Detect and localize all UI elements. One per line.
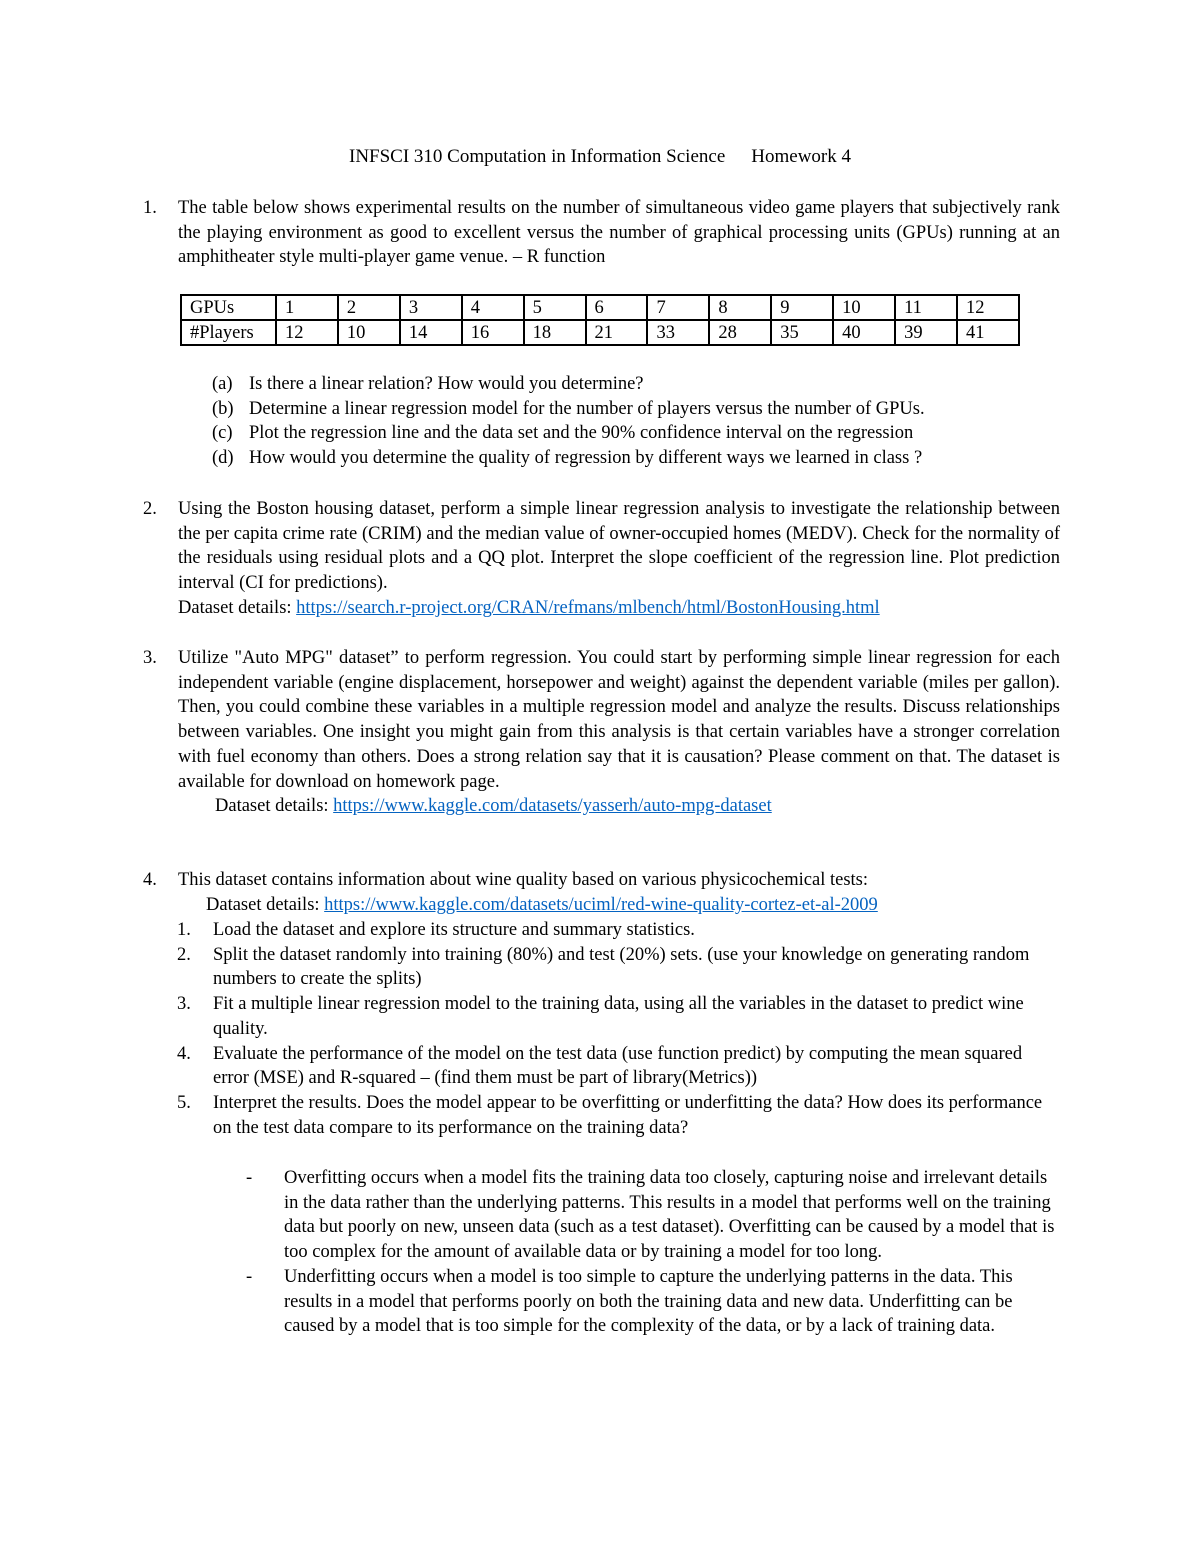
list-text: Underfitting occurs when a model is too simple to capture the underlying patterns in the data. This results in a model that performs poorly on both the training data and new data. Underfitting can be caused by a model that is too simple for the complexity of the data, or by a lack of training data. <box>284 1266 1013 1337</box>
list-text: Overfitting occurs when a model fits the training data too closely, capturing noise and irrelevant details in the data rather than the underlying patterns. This results in a model that performs well on the training data but poorly on new, unseen data (such as a test dataset). Overfitting can be caused by a model that is too complex for the amount of available data or by training a model for too long. <box>284 1168 1055 1263</box>
question-4 <box>143 868 1060 917</box>
table-cell: 16 <box>462 320 524 345</box>
list-item <box>212 446 1072 471</box>
bullet-dash: - <box>246 1266 253 1287</box>
course-title: INFSCI 310 Computation in Information Science <box>349 146 726 167</box>
table-cell: 2 <box>338 295 400 320</box>
auto-mpg-link[interactable]: https://www.kaggle.com/datasets/yasserh/auto-mpg-dataset <box>333 796 772 817</box>
table-cell: 33 <box>647 320 709 345</box>
dataset-details <box>178 794 1060 819</box>
dataset-label: Dataset details: <box>215 796 334 817</box>
table-cell: 18 <box>524 320 586 345</box>
page-title <box>0 145 1200 170</box>
table-cell: 39 <box>895 320 957 345</box>
list-text: How would you determine the quality of regression by different ways we learned in class ? <box>249 448 923 469</box>
question-4-steps <box>177 918 1057 1140</box>
list-item <box>177 1042 1057 1091</box>
question-number: 2. <box>143 499 157 519</box>
dataset-details <box>178 893 1060 918</box>
table-cell: 11 <box>895 295 957 320</box>
wine-quality-link[interactable]: https://www.kaggle.com/datasets/uciml/red-wine-quality-cortez-et-al-2009 <box>324 894 878 915</box>
table-row-header: #Players <box>181 320 276 345</box>
list-item <box>212 421 1072 446</box>
boston-housing-link[interactable]: https://search.r-project.org/CRAN/refmans/mlbench/html/BostonHousing.html <box>296 597 880 618</box>
list-item <box>246 1166 1061 1265</box>
question-2 <box>143 497 1060 621</box>
table-cell: 8 <box>709 295 771 320</box>
gpu-players-table <box>180 294 1020 346</box>
list-label: 3. <box>177 994 191 1015</box>
list-item <box>177 992 1057 1041</box>
table-cell: 9 <box>771 295 833 320</box>
list-label: 2. <box>177 944 191 965</box>
table-cell: 4 <box>462 295 524 320</box>
list-item <box>177 1091 1057 1140</box>
list-text: Determine a linear regression model for the number of players versus the number of GPUs. <box>249 398 925 419</box>
bullet-dash: - <box>246 1168 253 1188</box>
table-row-header: GPUs <box>181 295 276 320</box>
list-item <box>246 1265 1061 1339</box>
list-text: Evaluate the performance of the model on the test data (use function predict) by computing the mean squared error (MSE) and R-squared – (find them must be part of library(Metrics)) <box>213 1043 1023 1089</box>
table-cell: 21 <box>586 320 648 345</box>
list-label: (a) <box>212 374 233 394</box>
table-cell: 3 <box>400 295 462 320</box>
question-1-parts <box>212 372 1072 471</box>
list-item <box>177 918 1057 943</box>
list-text: Interpret the results. Does the model appear to be overfitting or underfitting the data? How does its performance on the test data compare to its performance on the training data? <box>213 1092 1043 1138</box>
table-row <box>181 320 1019 345</box>
question-text: The table below shows experimental results on the number of simultaneous video game players that subjectively rank the playing environment as good to excellent versus the number of graphical processing units (GPUs) running at an amphitheater style multi-player game venue. – R function <box>178 198 1060 268</box>
question-text: Utilize "Auto MPG" dataset” to perform regression. You could start by performing simple linear regression for each independent variable (engine displacement, horsepower and weight) against the dependent variable (miles per gallon). Then, you could combine these variables in a multiple regression model and analyze the results. Discuss relationships between variables. One insight you might gain from this analysis is that certain variables have a stronger correlation with fuel economy than others. Does a strong relation say that it is causation? Please comment on that. The dataset is available for download on homework page. <box>178 648 1060 792</box>
list-text: Load the dataset and explore its structure and summary statistics. <box>213 920 695 940</box>
list-item <box>212 397 1072 422</box>
list-item <box>177 943 1057 992</box>
list-label: (c) <box>212 423 233 444</box>
question-number: 1. <box>143 198 157 218</box>
question-text: This dataset contains information about wine quality based on various physicochemical tests: <box>178 870 868 890</box>
assignment-title: Homework 4 <box>751 146 851 167</box>
table-cell: 28 <box>709 320 771 345</box>
table-cell: 1 <box>276 295 338 320</box>
list-item <box>212 372 1072 397</box>
table-cell: 10 <box>833 295 895 320</box>
list-label: 5. <box>177 1092 191 1113</box>
list-label: 1. <box>177 920 191 940</box>
table-cell: 35 <box>771 320 833 345</box>
list-text: Split the dataset randomly into training (80%) and test (20%) sets. (use your knowledge on generating random numbers to create the splits) <box>213 944 1030 990</box>
list-text: Plot the regression line and the data set and the 90% confidence interval on the regression <box>249 423 914 444</box>
table-cell: 7 <box>647 295 709 320</box>
list-label: (b) <box>212 398 234 419</box>
list-label: (d) <box>212 448 234 469</box>
list-text: Fit a multiple linear regression model to the training data, using all the variables in the dataset to predict wine quality. <box>213 994 1024 1039</box>
question-text: Using the Boston housing dataset, perform a simple linear regression analysis to investigate the relationship between the per capita crime rate (CRIM) and the median value of owner-occupied homes (MEDV). Check for the normality of the residuals using residual plots and a QQ plot. Interpret the slope coefficient of the regression line. Plot prediction interval (CI for predictions). <box>178 499 1060 594</box>
table-cell: 12 <box>957 295 1019 320</box>
dataset-details <box>178 596 1060 621</box>
table-cell: 14 <box>400 320 462 345</box>
question-number: 4. <box>143 870 157 890</box>
fitting-notes <box>246 1166 1061 1339</box>
question-number: 3. <box>143 648 157 668</box>
table-cell: 10 <box>338 320 400 345</box>
list-text: Is there a linear relation? How would you determine? <box>249 374 644 394</box>
question-1 <box>143 196 1060 270</box>
table-cell: 40 <box>833 320 895 345</box>
table-cell: 41 <box>957 320 1019 345</box>
question-3 <box>143 646 1060 819</box>
dataset-label: Dataset details: <box>206 894 325 915</box>
table-row <box>181 295 1019 320</box>
list-label: 4. <box>177 1043 191 1064</box>
table-cell: 6 <box>586 295 648 320</box>
table-cell: 12 <box>276 320 338 345</box>
table-cell: 5 <box>524 295 586 320</box>
dataset-label: Dataset details: <box>178 597 297 618</box>
